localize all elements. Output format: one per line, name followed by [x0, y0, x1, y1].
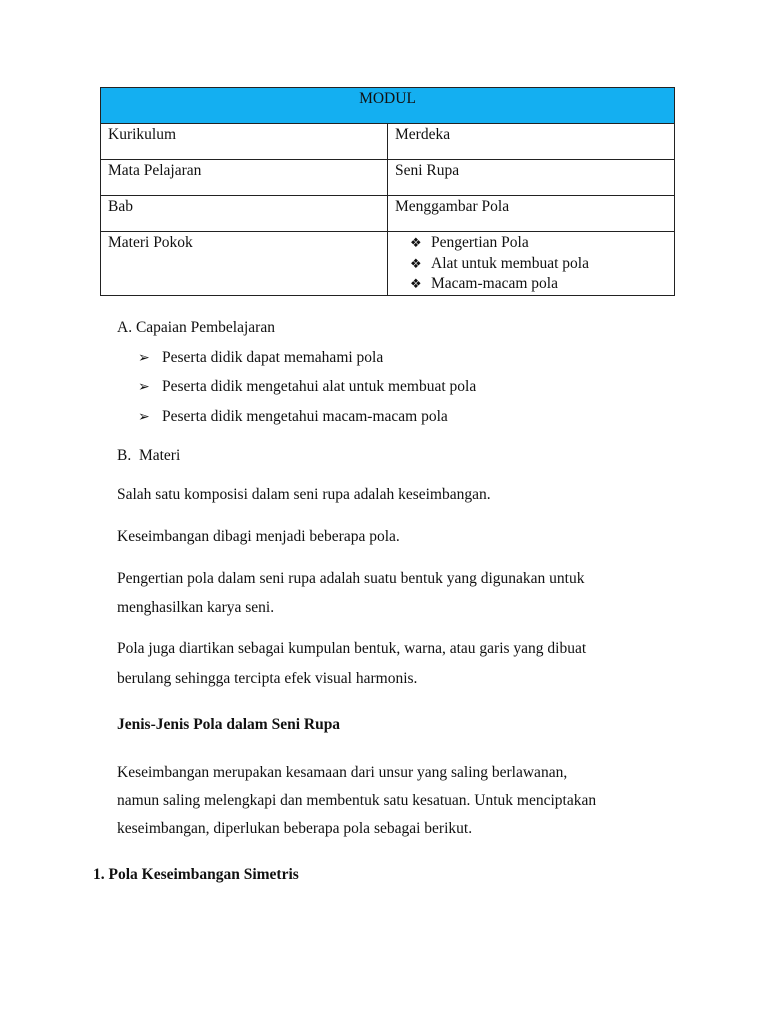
- diamond-bullet-icon: ❖: [410, 256, 422, 272]
- arrow-bullet-icon: ➢: [138, 350, 150, 366]
- paragraph-line: menghasilkan karya seni.: [117, 599, 275, 616]
- paragraph: Keseimbangan dibagi menjadi beberapa pola.: [117, 528, 400, 545]
- paragraph-line: Pengertian pola dalam seni rupa adalah suatu bentuk yang digunakan untuk: [117, 570, 585, 587]
- table-cell-label: Mata Pelajaran: [101, 160, 388, 196]
- arrow-bullet-icon: ➢: [138, 379, 150, 395]
- paragraph: Salah satu komposisi dalam seni rupa adalah keseimbangan.: [117, 486, 491, 503]
- section-b-heading: B. Materi: [117, 447, 181, 464]
- list-item: Peserta didik dapat memahami pola: [162, 349, 384, 366]
- table-row: [101, 196, 675, 232]
- table-cell-value: Menggambar Pola: [388, 196, 675, 232]
- modul-table: [100, 87, 675, 296]
- table-cell-label: Bab: [101, 196, 388, 232]
- materi-list: [395, 233, 667, 295]
- table-cell-value: Seni Rupa: [388, 160, 675, 196]
- paragraph-line: berulang sehingga tercipta efek visual harmonis.: [117, 670, 418, 687]
- table-row: [101, 124, 675, 160]
- list-item: ❖ Macam-macam pola: [410, 274, 667, 295]
- table-cell-value: [388, 232, 675, 296]
- list-item: Peserta didik mengetahui alat untuk membuat pola: [162, 378, 477, 395]
- table-cell-value: Merdeka: [388, 124, 675, 160]
- numbered-heading: 1. Pola Keseimbangan Simetris: [93, 866, 299, 883]
- paragraph-line: keseimbangan, diperlukan beberapa pola sebagai berikut.: [117, 820, 473, 837]
- diamond-bullet-icon: ❖: [410, 236, 422, 251]
- table-title: MODUL: [101, 88, 675, 124]
- list-item: ❖ Alat untuk membuat pola: [410, 254, 667, 275]
- table-row: [101, 232, 675, 296]
- table-cell-label: Materi Pokok: [101, 232, 388, 296]
- subheading: Jenis-Jenis Pola dalam Seni Rupa: [117, 716, 341, 733]
- arrow-bullet-icon: ➢: [138, 409, 150, 425]
- paragraph-line: namun saling melengkapi dan membentuk satu kesatuan. Untuk menciptakan: [117, 792, 597, 809]
- list-item: Peserta didik mengetahui macam-macam pola: [162, 408, 448, 425]
- table-row: [101, 160, 675, 196]
- section-a-heading: A. Capaian Pembelajaran: [117, 319, 275, 336]
- paragraph-line: Keseimbangan merupakan kesamaan dari unsur yang saling berlawanan,: [117, 764, 568, 781]
- table-cell-label: Kurikulum: [101, 124, 388, 160]
- diamond-bullet-icon: ❖: [410, 277, 422, 292]
- list-item: ❖ Pengertian Pola: [410, 233, 667, 254]
- paragraph-line: Pola juga diartikan sebagai kumpulan bentuk, warna, atau garis yang dibuat: [117, 640, 587, 657]
